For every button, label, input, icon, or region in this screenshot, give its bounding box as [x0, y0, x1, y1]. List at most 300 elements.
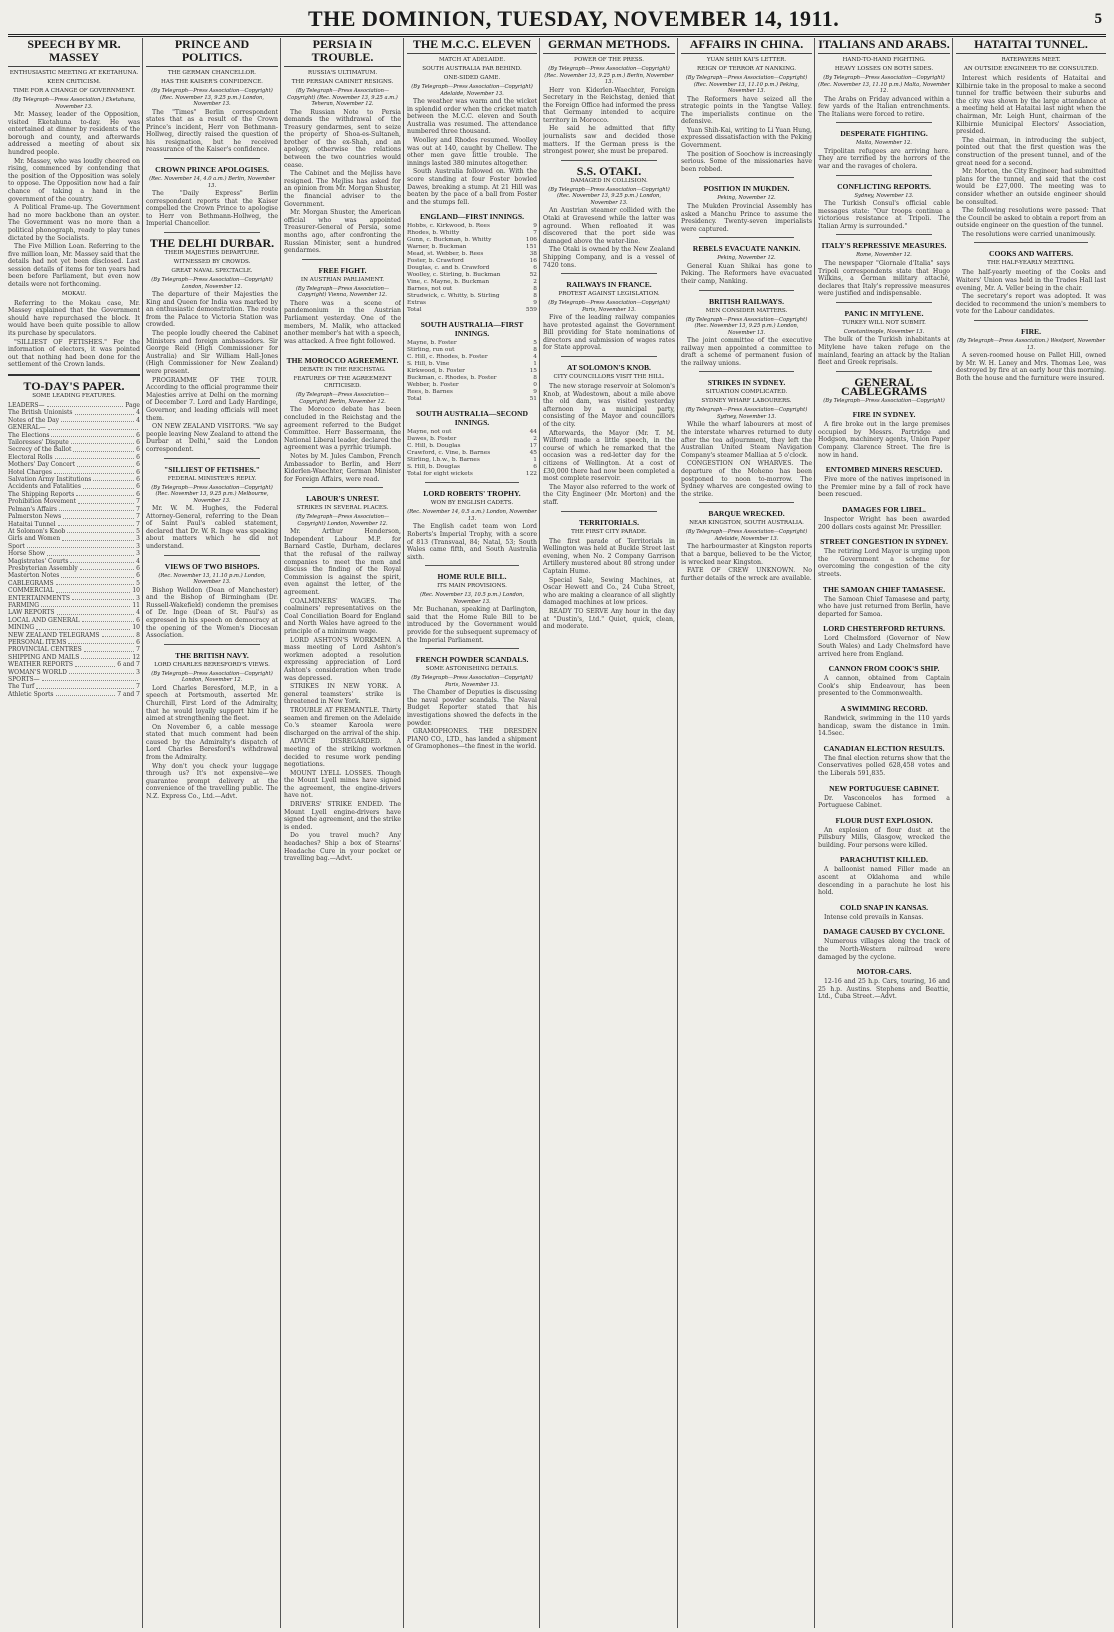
toc-page: 10 [132, 624, 140, 632]
toc-label: MINING [8, 624, 35, 632]
cable-heading: NEW PORTUGUESE CABINET. [829, 783, 939, 793]
toc-label: Pelman's Affairs [8, 505, 57, 513]
toc-row [8, 587, 140, 594]
article-paragraph: ON NEW ZEALAND VISITORS. "We say people leaving New Zealand to attend the Durbar at Delhi," said the London correspondent. [146, 423, 278, 453]
score-row [407, 471, 537, 478]
subheading: ITS MAIN PROVISIONS. [437, 583, 507, 590]
toc-leader [56, 580, 135, 585]
toc-page: 7 [136, 646, 140, 654]
article-paragraph: GRAMOPHONES. THE DRESDEN PIANO CO., LTD., has landed a shipment of Gramophones—the finest in the world. [407, 728, 537, 751]
dateline: (By Telegraph—Press Association—Copyright) (Rec. November 13, 9.25 a.m.) Teheran, November 12. [287, 88, 398, 107]
toc-page: 7 [136, 513, 140, 521]
article-paragraph: STRIKES IN NEW YORK. A general teamsters' strike is threatened in New York. [284, 683, 401, 706]
toc-page: 6 [136, 439, 140, 447]
dateline: (By Telegraph—Press Association—Copyright) (Rec. November 13, 9.25 p.m.) London, November 13. [548, 186, 670, 206]
article-paragraph: The Chamber of Deputies is discussing the naval powder scandals. The Naval Budget Reporter stated that his investigations showed the defects in the powder. [407, 689, 537, 727]
section-rule [302, 487, 383, 488]
column-headline: PRINCE AND POLITICS. [146, 38, 278, 67]
dateline: Malta, November 12. [856, 140, 912, 147]
runs: 8 [533, 347, 537, 354]
score-row [407, 396, 537, 403]
dateline: (By Telegraph—Press Association—Copyright) Paris, November 13. [411, 675, 533, 688]
toc-label: SPORTS— [8, 676, 40, 684]
batsman: Rhodes, b. Whitty [407, 230, 460, 237]
toc-page: 6 [136, 616, 140, 624]
article-paragraph: The chairman, in introducing the subject, pointed out that the first question was the construction of the present tunnel, and of the great need for a second. [956, 136, 1106, 167]
section-rule [164, 458, 260, 459]
runs: 1 [533, 361, 537, 368]
toc-page: 11 [132, 601, 140, 609]
toc-label: SHIPPING AND MAILS [8, 653, 80, 661]
score-title: ENGLAND—FIRST INNINGS. [419, 212, 525, 222]
toc-row [8, 572, 140, 579]
subheading: SITUATION COMPLICATED. [705, 389, 788, 396]
masthead [8, 4, 1106, 37]
cable-heading: FIRE IN SYDNEY. [852, 410, 916, 420]
score-row [407, 464, 537, 471]
subheading: THEIR MAJESTIES DEPARTURE. [164, 250, 260, 257]
section-rule [164, 158, 260, 159]
section-rule [302, 259, 383, 260]
runs: 8 [533, 375, 537, 382]
section-rule [561, 356, 657, 357]
section-heading: AT SOLOMON'S KNOB. [567, 363, 651, 373]
toc-page: 3 [136, 542, 140, 550]
section-rule [699, 237, 794, 238]
subheading: TURKEY WILL NOT SUBMIT. [842, 319, 926, 326]
section-heading: HOME RULE BILL. [437, 572, 507, 582]
toc-leader [61, 417, 134, 422]
runs: 45 [529, 450, 537, 457]
article-paragraph: The "Daily Express" Berlin correspondent reports that the Kaiser compelled the Crown Prince to apologise to Herr von Bethmann-Hollweg, the Imperial Chancellor. [146, 190, 278, 228]
toc-label: NEW ZEALAND TELEGRAMS [8, 631, 100, 639]
dateline: (By Telegraph—Press Association—Copyright) Vienna, November 12. [295, 285, 390, 299]
batsman: Total [407, 396, 422, 403]
page-number: 5 [1094, 10, 1102, 27]
toc-row [8, 498, 140, 505]
article-paragraph: The harbourmaster at Kingston reports that a barque, believed to be the Victor, is wrecked near Kingston. [681, 543, 812, 566]
toc-row [8, 528, 140, 535]
score-title: SOUTH AUSTRALIA—SECOND INNINGS. [415, 409, 529, 428]
toc-row [8, 646, 140, 653]
cable-heading: PARACHUTIST KILLED. [840, 855, 928, 865]
dateline: (By Telegraph—Press Association—Copyright) (Rec. November 13, 9.25 p.m.) London, November 13. [151, 88, 273, 107]
cable-heading: A SWIMMING RECORD. [840, 703, 928, 713]
subheading: RUSSIA'S ULTIMATUM. [307, 70, 378, 76]
dateline: (Rec. November 14, 4.0 a.m.) Berlin, November 13. [149, 176, 275, 189]
score-row [407, 450, 537, 457]
score-row [407, 244, 537, 251]
score-row [407, 286, 537, 293]
article-paragraph: DRIVERS' STRIKE ENDED. The Mount Lyell engine-drivers have signed the agreement, and the strike is ended. [284, 801, 401, 831]
toc-page: 7 [136, 683, 140, 691]
batsman: Douglas, c. and b. Crawford [407, 265, 490, 272]
article-paragraph: LORD ASHTON'S WORKMEN. A mass meeting of Lord Ashton's workmen adopted a resolution expressing appreciation of Lord Ashton's consideration when trade was depressed. [284, 636, 401, 682]
toc-leader [61, 572, 134, 577]
section-rule [699, 290, 794, 291]
toc-label: Accidents and Fatalities [8, 483, 81, 491]
toc-label: PROVINCIAL CENTRES [8, 646, 82, 654]
toc-label: Secrecy of the Ballot [8, 446, 72, 454]
article-paragraph: Mr. Buchanan, speaking at Darlington, said that the Home Rule Bill to be introduced by the Government would provide for the subsequent supremacy of the Imperial Parliament. [407, 606, 537, 644]
toc-row [8, 683, 140, 690]
subheading: AN OUTSIDE ENGINEER TO BE CONSULTED. [963, 66, 1099, 72]
cable-text: An explosion of flour dust at the Pillsbury Mills, Glasgow, wrecked the building. Four persons were killed. [818, 826, 950, 849]
toc-page: 6 [136, 476, 140, 484]
article-paragraph: A seven-roomed house on Pallet Hill, owned by Mr. W. H. Laney and Mrs. Thomas Lee, was destroyed by fire at an early hour this morning. Both the house and the furniture were insured. [956, 352, 1106, 382]
score-row [407, 230, 537, 237]
section-heading: REBELS EVACUATE NANKIN. [692, 244, 801, 254]
column-headline: GERMAN METHODS. [543, 38, 675, 54]
score-row [407, 443, 537, 450]
article-paragraph: FATE OF CREW UNKNOWN. No further details of the wreck are available. [681, 567, 812, 582]
article-paragraph: The Turkish Consul's official cable messages state: "Our troops continue a victorious resistance at Tripoli. The Italian Army is surrounded." [818, 200, 950, 230]
article-paragraph: The Mukden Provincial Assembly has asked a Manchu Prince to assume the Presidency. Twenty-seven imperialists were captured. [681, 202, 812, 233]
toc-leader [36, 624, 130, 629]
toc-row [8, 535, 140, 542]
article-paragraph: The people loudly cheered the Cabinet Ministers and foreign ambassadors. Sir George Reid (High Commissioner for Australia) and Sir William Hall-Jones (High Commissioner for New Zealand) were present. [146, 330, 278, 375]
dateline: (By Telegraph—Press Association—Copyright) London, November 12. [151, 670, 273, 684]
batsman: C. Hill, c. Rhodes, b. Foster [407, 354, 488, 361]
toc-page: 6 [136, 446, 140, 454]
toc-label: LAW REPORTS [8, 609, 55, 617]
column-headline: THE M.C.C. ELEVEN [407, 38, 537, 54]
article-paragraph: Special Sale, Sewing Machines, at Oscar Hewett and Co., 24 Cuba Street, who are making a clearance of all slightly damaged machines at low prices. [543, 576, 675, 607]
toc-row [8, 580, 140, 587]
section-heading: THE BRITISH NAVY. [175, 650, 249, 660]
batsman: Hobbs, c. Kirkwood, b. Rees [407, 223, 490, 230]
section-heading: TERRITORIALS. [579, 517, 639, 527]
section-rule [425, 565, 519, 566]
toc-page: 6 [136, 572, 140, 580]
toc-label: Athletic Sports [8, 690, 54, 698]
runs: 9 [533, 300, 537, 307]
subheading: SOME ASTONISHING DETAILS. [425, 666, 519, 673]
section-heading: VIEWS OF TWO BISHOPS. [164, 561, 260, 571]
article-paragraph: The Reformers have seized all the strategic points in the Yangtse Valley. The imperialists continue on the defensive. [681, 95, 812, 126]
article-paragraph: The weather was warm and the wicket in splendid order when the cricket match between the M.C.C. eleven and South Australia was resumed. The attendance numbered three thousand. [407, 98, 537, 136]
toc-row [8, 654, 140, 661]
dateline: (By Telegraph—Press Association—Copyright) (Rec. November 13, 11.10 p.m.) Malta, November 12. [818, 75, 950, 94]
subheading: THE PERSIAN CABINET RESIGNS. [291, 79, 394, 85]
toc-page: 6 [136, 564, 140, 572]
toc-leader [75, 409, 135, 414]
score-row [407, 307, 537, 314]
section-heading: RAILWAYS IN FRANCE. [566, 280, 652, 290]
toc-page: 6 [136, 461, 140, 469]
batsman: S. Hill, b. Vine [407, 361, 450, 368]
article-paragraph: General Kuan Shikai has gone to Peking. The Reformers have evacuated their camp, Nanking. [681, 262, 812, 285]
masthead-title: THE DOMINION, TUESDAY, NOVEMBER 14, 1911. [308, 6, 840, 31]
batsman: Rees, b. Barnes [407, 389, 453, 396]
score-row [407, 258, 537, 265]
runs: 6 [533, 265, 537, 272]
dateline: (By Telegraph—Press Association—Copyright) Paris, November 13. [548, 300, 670, 313]
article-paragraph: The Five Million Loan. Referring to the five million loan, Mr. Massey said that the details had not yet been disclosed. Last session details of items for ten years had been before Parliament, but even now details were not forthcoming. [8, 243, 140, 289]
runs: 559 [525, 307, 537, 314]
section-heading: CROWN PRINCE APOLOGISES. [155, 165, 269, 175]
toc-leader [58, 521, 135, 526]
article-paragraph: Referring to the Mokau case, Mr. Massey explained that the Government should have repurchased the block. It would have been quite possible to allow its purchase by speculators. [8, 299, 140, 338]
runs: 15 [529, 368, 537, 375]
toc-page: 7 and 7 [117, 690, 140, 698]
section-heading: FREE FIGHT. [318, 265, 367, 275]
toc-row [8, 409, 140, 416]
toc-page: 6 [136, 490, 140, 498]
toc-label: CABLEGRAMS [8, 579, 54, 587]
column-rule [952, 38, 953, 1628]
section-rule [561, 160, 657, 161]
toc-label: WEATHER REPORTS [8, 661, 73, 669]
batsman: Vine, c. Mayne, b. Buckman [407, 279, 490, 286]
article-paragraph: The Russian Note to Persia demands the withdrawal of the Treasury gendarmes, sent to seize the property of Shoa-es-Sultaneh, brother of the ex-Shah, and an apology, otherwise the relations between the two countries would cease. [284, 108, 401, 169]
subheading: THE GERMAN CHANCELLOR. [167, 70, 257, 76]
batsman: S. Hill, b. Douglas [407, 464, 461, 471]
cable-text: A balloonist named Filler made an ascent at Oklahoma and while descending in a parachute he lost his hold. [818, 866, 950, 897]
column-7 [818, 38, 950, 1628]
subheading: SOUTH AUSTRALIA FAR BEHIND. [422, 66, 522, 72]
score-row [407, 436, 537, 443]
toc-label: Hotel Charges [8, 468, 53, 476]
article-paragraph: The position of Soochow is increasingly serious. Some of the missionaries have been robbed. [681, 150, 812, 173]
toc-label: Notes of the Day [8, 416, 60, 424]
toc-label: Hataitai Tunnel [8, 520, 56, 528]
dateline: (By Telegraph—Press Association—Copyright) (Rec. November 13, 9.25 p.m.) Berlin, November 13. [544, 66, 674, 85]
score-row [407, 382, 537, 389]
toc-page: 4 [136, 409, 140, 417]
column-3 [284, 38, 401, 1628]
article-paragraph: The half-yearly meeting of the Cooks and Waiters' Union was held in the Trades Hall last evening, Mr. A. Veller being in the chair. [956, 269, 1106, 292]
dateline: (By Telegraph—Press Association—Copyright) Adelaide, November 13. [411, 84, 533, 97]
subheading: FEDERAL MINISTER'S REPLY. [167, 475, 257, 482]
toc-leader [54, 469, 134, 474]
score-row [407, 347, 537, 354]
article-paragraph: Bishop Welldon (Dean of Manchester) and the Bishop of Birmingham (Dr. Russell-Wakefield) condemn the premises of Dr. Inge (Dean of St. Paul's) as expressed in his speech on democracy at the opening of the Women's Diocesan Association. [146, 586, 278, 640]
toc-row [8, 432, 140, 439]
score-row [407, 368, 537, 375]
batsman: Mead, st. Webber, b. Rees [407, 251, 484, 258]
article-paragraph: The English cadet team won Lord Roberts's Imperial Trophy, with a score of 813 (Transvaal, 84; Natal, 53; South Wales came fifth, and South Australia sixth. [407, 523, 537, 561]
column-5 [543, 38, 675, 1628]
subheading: ENTHUSIASTIC MEETING AT EKETAHUNA. [9, 70, 139, 76]
column-headline: ITALIANS AND ARABS. [818, 38, 950, 54]
score-row [407, 265, 537, 272]
article-paragraph: The Cabinet and the Mejliss have resigned. The Mejliss has asked for an opinion from Mr. Morgan Shuster, the financial adviser to the Government. [284, 170, 401, 208]
article-paragraph: Herr von Kiderlen-Waechter, Foreign Secretary in the Reichstag, denied that the Foreign Office had informed the press that Germany intended to acquire territory in Morocco. [543, 86, 675, 124]
toc-label: Girls and Women [8, 535, 61, 543]
cable-text: Five more of the natives imprisoned in the Premier mine by a fall of rock have been rescued. [818, 476, 950, 499]
batsman: Gunn, c. Buckman, b. Whitty [407, 237, 492, 244]
article-paragraph: The "Times" Berlin correspondent states that as a result of the Crown Prince's incident, Herr von Bethmann-Hollweg, directly raised the question of his resignation, but he received reassurance of the Kaiser's confidence. [146, 108, 278, 154]
cable-heading: CANADIAN ELECTION RESULTS. [823, 743, 945, 753]
section-rule [974, 242, 1088, 243]
cable-text: The Samoan Chief Tamasese and party, who have just returned from Berlin, have departed for Samoa. [818, 595, 950, 618]
section-rule [425, 482, 519, 483]
toc-row [8, 609, 140, 616]
toc-leader [83, 483, 134, 488]
section-rule [164, 555, 260, 556]
section-rule [836, 175, 932, 176]
toc-leader [47, 550, 134, 555]
toc-page: 5 [136, 527, 140, 535]
toc-label: WOMAN'S WORLD [8, 668, 67, 676]
section-heading: BRITISH RAILWAYS. [709, 296, 784, 306]
toc-label: The Turf [8, 683, 35, 691]
section-heading: LABOUR'S UNREST. [306, 494, 379, 504]
batsman: Mayne, not out [407, 429, 452, 436]
dateline: (By Telegraph—Press Association—Copyright) Sydney, November 13. [685, 407, 808, 420]
score-title: SOUTH AUSTRALIA—FIRST INNINGS. [420, 320, 524, 339]
toc-leader [63, 513, 134, 518]
column-headline: AFFAIRS IN CHINA. [681, 38, 812, 54]
article-paragraph: READY TO SERVE Any hour in the day at "Dustin's, Ltd." Quiet, quick, clean, and moderate. [543, 607, 675, 631]
toc-row [8, 617, 140, 624]
cable-text: The retiring Lord Mayor is urging upon the Government a scheme for overcoming the congestion of the city streets. [818, 548, 950, 578]
article-paragraph: Mr. Morgan Shuster, the American official who was appointed Treasurer-General of Persia, some months ago, after confronting the Russian Minister, sent a hundred gendarmes. [284, 209, 401, 255]
runs: 4 [533, 354, 537, 361]
toc-page: 6 [136, 483, 140, 491]
section-heading: THE DELHI DURBAR. [149, 236, 275, 251]
article-paragraph: Mr. Massey, leader of the Opposition, visited Eketahuna to-day. He was entertained at dinner by residents of the borough and county, and afterwards addressed a meeting of about six hundred people. [8, 111, 140, 156]
runs: 122 [525, 471, 537, 478]
score-row [407, 340, 537, 347]
column-8 [956, 38, 1106, 1628]
subheading: MATCH AT ADELAIDE. [438, 57, 506, 63]
batsman: Buckman, c. Rhodes, b. Foster [407, 375, 497, 382]
toc-page: 3 [136, 550, 140, 558]
section-heading: "SILLIEST OF FETISHES." [163, 464, 260, 474]
cable-text: 12-16 and 25 h.p. Cars, touring, 16 and 25 h.p. Austins. Stephens and Beattie, Ltd., Cuba Street.—Advt. [818, 978, 950, 1001]
batsman: Dawes, b. Foster [407, 436, 457, 443]
toc-page: 6 [136, 639, 140, 646]
cable-heading: MOTOR-CARS. [856, 967, 912, 977]
toc-label: Sport [8, 542, 25, 550]
subheading: HAND-TO-HAND FIGHTING. [842, 57, 926, 63]
article-paragraph: Lord Charles Beresford, M.P., in a speech at Portsmouth, asserted Mr. Churchill, First Lord of the Admiralty, that he would loyally support him if he aimed at strengthening the fleet. [146, 684, 278, 723]
dateline: (By Telegraph—Press Association—Copyright) [823, 397, 945, 404]
toc-leader [57, 609, 135, 614]
toc-label: The Elections [8, 431, 50, 439]
dateline: Peking, November 12. [717, 255, 776, 262]
article-paragraph: Mr. Arthur Henderson, Independent Labour M.P. for Barnard Castle, Durham, declares that the refusal of the railway companies to meet the men and discuss the finding of the Royal Commission is against the spirit, even against the letter, of the agreement. [284, 528, 401, 597]
article-paragraph: TROUBLE AT FREMANTLE. Thirty seamen and firemen on the Adelaide Co.'s steamer Karoola were discharged on the arrival of the ship. [284, 706, 401, 737]
column-6 [681, 38, 812, 1628]
column-rule [539, 38, 540, 1628]
batsman: Stirling, run out [407, 347, 455, 354]
toc-row [8, 624, 140, 631]
toc-page: 12 [132, 653, 140, 661]
toc-page: 6 [136, 431, 140, 439]
runs: 8 [533, 293, 537, 300]
toc-leader [42, 676, 138, 681]
cable-heading: ENTOMBED MINERS RESCUED. [825, 465, 943, 475]
toc-leader [80, 565, 134, 570]
toc-page: 7 [136, 498, 140, 506]
runs: 2 [533, 436, 537, 443]
section-heading: FIRE. [1020, 327, 1042, 337]
cable-text: Dr. Vasconcelos has formed a Portuguese Cabinet. [818, 794, 950, 810]
section-rule [699, 371, 794, 372]
section-heading: POSITION IN MUKDEN. [703, 184, 790, 194]
toc-leader [73, 446, 134, 451]
toc-row [8, 543, 140, 550]
article-paragraph: The Morocco debate has been concluded in the Reichstag and the agreement referred to the Budget Committee. Herr Bassermann, the National Liberal leader, declared the agreement was a pyrrhic triumph. [284, 406, 401, 452]
subheading: KEEN CRITICISM. [47, 79, 101, 85]
column-rule [142, 38, 143, 1628]
article-paragraph: The Mayor also referred to the work of the City Engineer (Mr. Morton) and the staff. [543, 483, 675, 506]
article-paragraph: A Political Frame-up. The Government had no more backbone than an oyster. The Government was no more than a political phonograph, ready to play tunes dictated by the Socialists. [8, 204, 140, 242]
cable-heading: CANNON FROM COOK'S SHIP. [828, 664, 940, 674]
subheading: SYDNEY WHARF LABOURERS. [701, 398, 792, 405]
article-paragraph: He said he admitted that fifty journalists saw and decided those matters. If the German press is the strongest power, she must be prepared. [543, 125, 675, 156]
article-paragraph: The following resolutions were passed: That the Council be asked to obtain a report from an outside engineer on the question of the tunnel. [956, 207, 1106, 230]
toc-row [8, 676, 140, 683]
dateline: (By Telegraph—Press Association—Copyright) Adelaide, November 13. [685, 529, 808, 542]
article-paragraph: The joint committee of the executive railway men appointed a committee to draft a scheme of permanent fusion of the railway unions. [681, 337, 812, 367]
score-row [407, 375, 537, 382]
section-heading: STRIKES IN SYDNEY. [707, 378, 786, 388]
toc-leader [69, 669, 134, 674]
toc-row [8, 639, 140, 646]
batsman: Webber, b. Foster [407, 382, 459, 389]
toc-label: Salvation Army Institutions [8, 476, 92, 484]
runs: 6 [533, 464, 537, 471]
subheading: HEAVY LOSSES ON BOTH SIDES. [834, 66, 934, 72]
article-paragraph: The bulk of the Turkish inhabitants at Mitylene have taken refuge on the mainland, fearing an attack by the Italian fleet and Greek reprisals. [818, 336, 950, 367]
score-row [407, 389, 537, 396]
subheading: STRIKES IN SEVERAL PLACES. [296, 505, 389, 512]
runs: 2 [533, 279, 537, 286]
article-paragraph: The secretary's report was adopted. It was decided to recommend the union's members to vote for the Labour candidates. [956, 293, 1106, 316]
toc-label: COMMERCIAL [8, 587, 54, 595]
article-paragraph: "SILLIEST OF FETISHES." For the information of electors, it was pointed out that nothing had been done for the settlement of the Crown lands. [8, 338, 140, 369]
score-row [407, 457, 537, 464]
toc-row [8, 661, 140, 668]
article-paragraph: The new storage reservoir at Solomon's Knob, at Wadestown, about a mile above the old dam, was visited yesterday afternoon by a municipal party, consisting of the Mayor and councillors of the city. [543, 383, 675, 429]
toc-leader [102, 632, 135, 637]
section-rule [164, 644, 260, 645]
toc-leader [77, 461, 134, 466]
batsman: Total for eight wickets [407, 471, 473, 478]
section-heading: S.S. OTAKI. [576, 163, 642, 178]
toc-page: 4 [136, 416, 140, 424]
toc-leader [93, 476, 134, 481]
article-paragraph: An Austrian steamer collided with the Otaki at Gravesend while the latter was aground. When refloated it was discovered that the port side was damaged above the water-line. [543, 207, 675, 245]
section-heading: CONFLICTING REPORTS. [837, 181, 931, 191]
section-rule [425, 648, 519, 649]
section-heading: COOKS AND WAITERS. [988, 249, 1074, 259]
toc-row [8, 506, 140, 513]
cable-text: Numerous villages along the track of the North-Western railroad were damaged by the cyclone. [818, 938, 950, 961]
toc-row [8, 424, 140, 431]
article-paragraph: Notes by M. Jules Cambon, French Ambassador to Berlin, and Herr Kiderlen-Waechter, German Minister for Foreign Affairs, were read. [284, 452, 401, 483]
toc-page: 3 [136, 594, 140, 602]
runs: 1 [533, 457, 537, 464]
cable-text: Intense cold prevails in Kansas. [824, 913, 924, 921]
runs: 0 [533, 382, 537, 389]
toc-label: Mothers' Day Concert [8, 461, 76, 469]
cable-heading: DAMAGE CAUSED BY CYCLONE. [823, 927, 945, 937]
article-paragraph: The Arabs on Friday advanced within a few yards of the Italian entrenchments. The Italians were forced to retire. [818, 95, 950, 118]
column-4 [407, 38, 537, 1628]
article-paragraph: COALMINERS' WAGES. The coalminers' representatives on the Coal Conciliation Board for England and North Wales have agreed to the principle of a minimum wage. [284, 597, 401, 635]
subheading: ONE-SIDED GAME. [443, 75, 501, 81]
dateline: Peking, November 12. [717, 195, 776, 202]
subheading: YUAN SHIH KAI'S LETTER. [706, 57, 787, 63]
score-row [407, 223, 537, 230]
subheading: THE HALF-YEARLY MEETING. [987, 260, 1075, 267]
toc-leader [59, 506, 134, 511]
